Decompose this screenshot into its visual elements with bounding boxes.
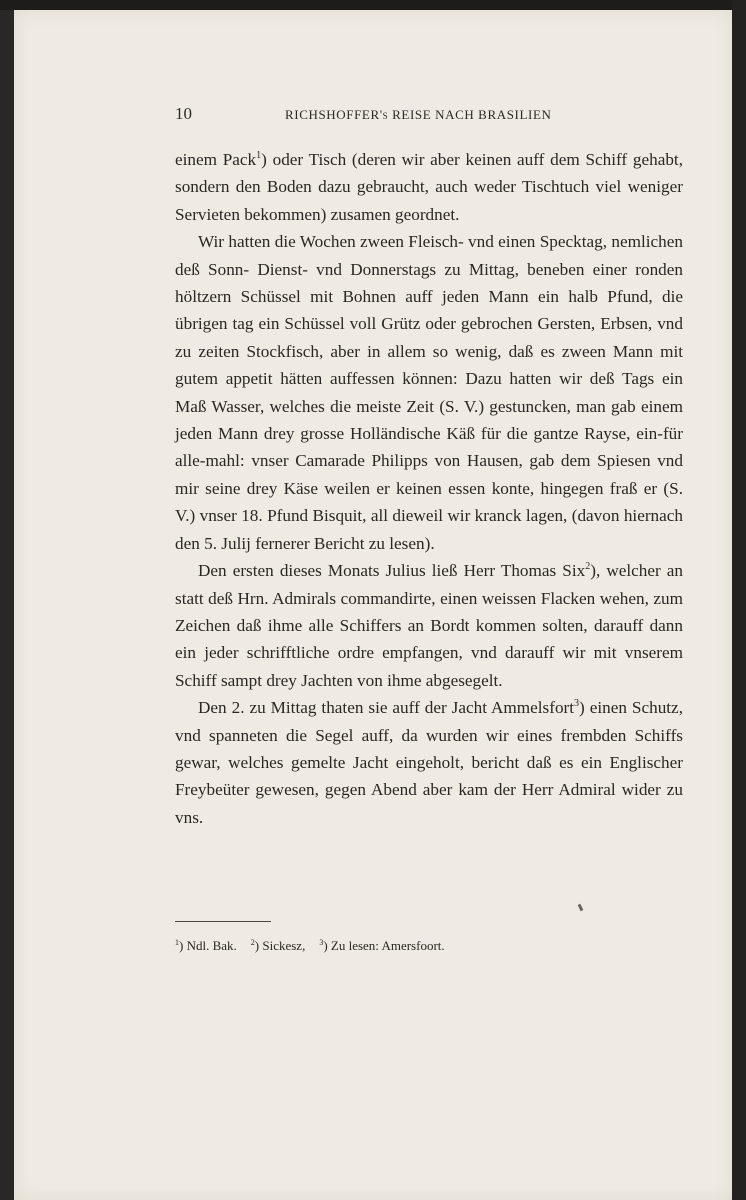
paragraph — [175, 694, 683, 831]
page-header — [175, 104, 685, 128]
footnote-marker: 3 — [574, 698, 580, 710]
paragraph — [175, 228, 683, 557]
footnote-marker: 1 — [256, 150, 262, 161]
footnote — [319, 938, 444, 953]
page-number: 10 — [175, 104, 192, 123]
paragraph-text: ) einen Schutz, vnd spanneten die Segel auff, da wurden wir eines frembden Schiffs gewar, welches gemelte Jacht eingeholt, bericht daß es ein Englischer Freybeüter gewesen, gegen Abend aber kam der Herr Admiral wider zu vns. — [175, 698, 683, 827]
paragraph — [175, 146, 683, 228]
scan-right-edge — [732, 0, 746, 1200]
footnote-text: ) Sickesz, — [254, 938, 306, 953]
running-title: RICHSHOFFER's REISE NACH BRASILIEN — [285, 107, 552, 122]
footnote-rule — [175, 921, 271, 922]
scan-top-edge — [0, 0, 746, 10]
body-text — [175, 146, 683, 831]
footnote-number: 3 — [319, 938, 324, 947]
paragraph-text: Wir hatten die Wochen zween Fleisch- vnd einen Specktag, nemlichen deß Sonn- Dienst- vnd Donnerstags zu Mittag, beneben einer ronden höltzern Schüssel mit Bohnen auff jeden Mann ein halb Pfund, die übrigen tag ein Schüssel voll Grütz oder gebrochen Gersten, Erbsen, vnd zu zeiten Stockfisch, aber in allem so wenig, daß es zween Mann mit gutem appetit hätten auffessen können: Dazu hatten wir deß Tags ein Maß Wasser, welches die meiste Zeit (S. V.) gestuncken, man gab einem jeden Mann drey grosse Holländische Käß für die gantze Rayse, ein-für alle-mahl: vnser Camarade Philipps von Hausen, gab dem Spiesen vnd mir seine drey Käse weilen er keinen essen konte, hingegen fraß er (S. V.) vnser 18. Pfund Bisquit, all dieweil wir kranck lagen, (davon hiernach den 5. Julij fernerer Bericht zu lesen). — [175, 232, 683, 553]
paragraph-text: Den 2. zu Mittag thaten sie auff der Jacht Ammelsfort — [198, 698, 575, 718]
paragraph — [175, 557, 683, 694]
paragraph-text: einem Pack — [175, 150, 257, 169]
paragraph-text: ), welcher an statt deß Hrn. Admirals commandirte, einen weissen Flacken wehen, zum Zeichen daß ihme alle Schiffers an Bordt kommen solten, darauff dann ein jeder schrifftliche ordre empfangen, vnd darauff wir mit vnserem Schiff sampt drey Jachten von ihme abgesegelt. — [175, 561, 684, 690]
footnotes — [175, 938, 695, 954]
footnote — [175, 938, 237, 953]
footnote-number: 1 — [175, 938, 179, 947]
footnote-number: 2 — [250, 938, 255, 947]
footnote-marker: 2 — [585, 561, 591, 573]
paragraph-text: Den ersten dieses Monats Julius ließ Herr Thomas Six — [198, 561, 586, 581]
footnote-text: ) Zu lesen: Amersfoort. — [323, 938, 445, 953]
paragraph-text: ) oder Tisch (deren wir aber keinen auff dem Schiff gehabt, sondern den Boden dazu gebraucht, auch weder Tischtuch viel weniger Servieten bekommen) zusamen geordnet. — [175, 150, 684, 224]
footnote — [251, 938, 306, 953]
footnote-text: ) Ndl. Bak. — [179, 938, 237, 953]
